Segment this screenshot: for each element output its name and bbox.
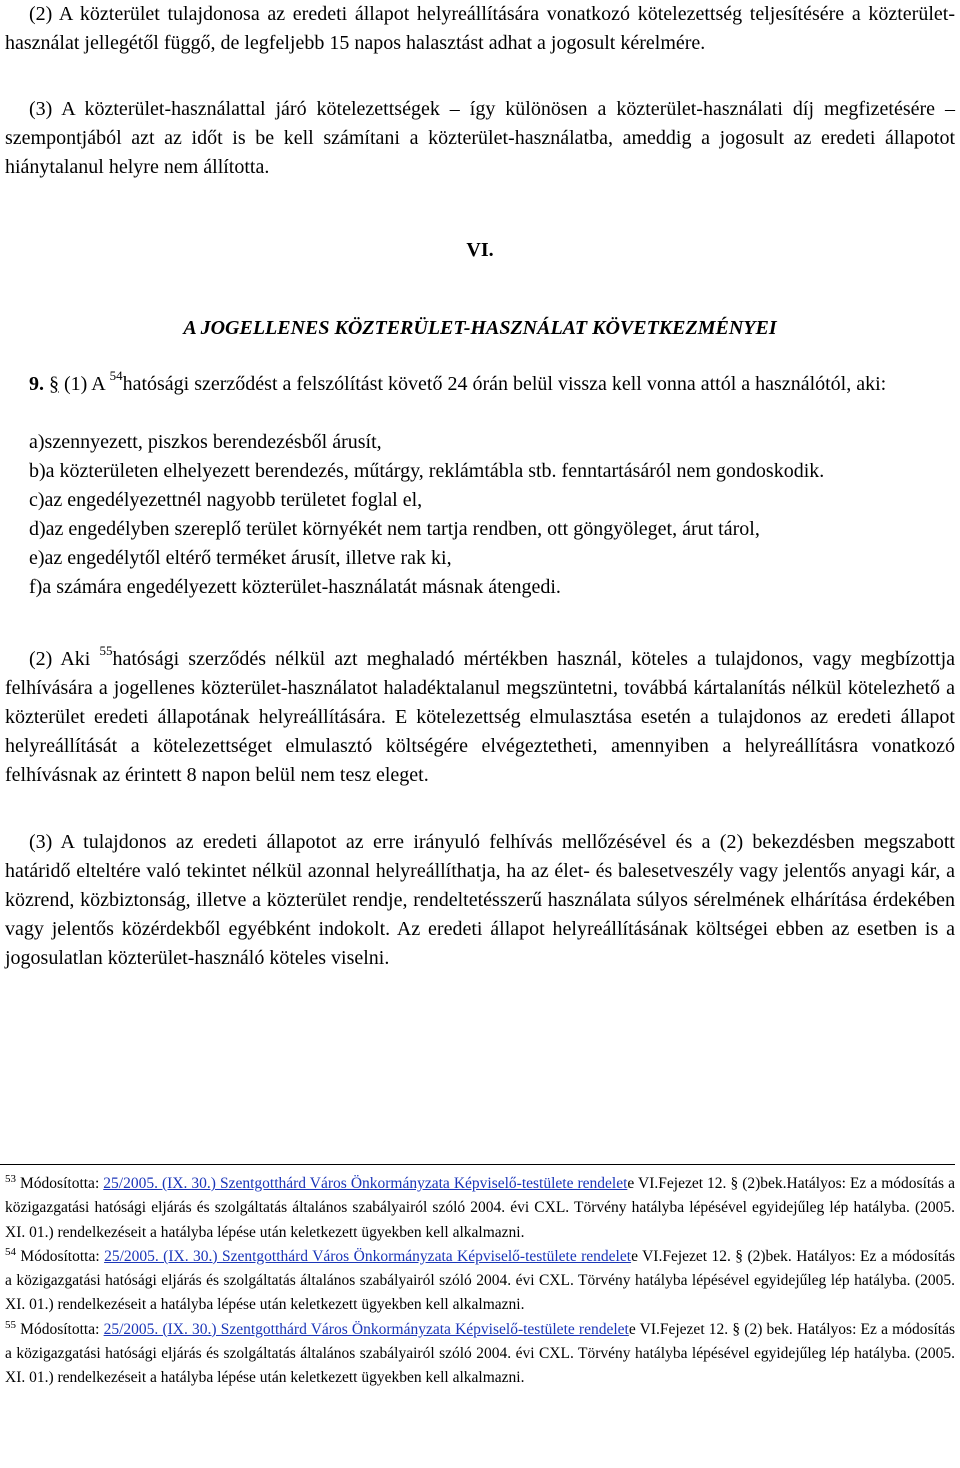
section-9-paragraph-3: (3) A tulajdonos az eredeti állapotot az erre irányuló felhívás mellőzésével és a (2) bekezdésben megszabott határidő elteltére való tekintet nélkül azonnal helyreállíthatja, ha az élet- és balesetveszély vagy jelentős anyagi kár, a közrend, közbiztonság, illetve a közterület rendje, rendeltetésszerű használata súlyos sérelmének elhárítása érdekében vagy jelentős közérdekből egyébként indokolt. Az eredeti állapot helyreállításának költségei ebben az esetben is a jogosulatlan közterület-használó köteles viselni. bbox=[5, 831, 955, 969]
footnote-54 bbox=[5, 1245, 955, 1318]
footnote-ref-54[interactable]: 54 bbox=[109, 368, 123, 383]
list-item: b)a közterületen elhelyezett berendezés, műtárgy, reklámtábla stb. fenntartásáról nem gondoskodik. bbox=[29, 460, 825, 482]
list-item: f)a számára engedélyezett közterület-használatát másnak átengedi. bbox=[29, 576, 561, 598]
footnote-link[interactable]: 25/2005. (IX. 30.) Szentgotthárd Város Önkormányzata Képviselő-testülete rendelet bbox=[103, 1320, 629, 1338]
paragraph-2-lead: (2) Aki bbox=[29, 648, 91, 670]
section-9-paragraph-2 bbox=[5, 645, 955, 790]
section-9-paragraph-1 bbox=[5, 370, 955, 399]
chapter-number: VI. bbox=[466, 239, 494, 261]
section-sign: § bbox=[49, 373, 59, 395]
footnote-53 bbox=[5, 1172, 955, 1245]
footnote-link[interactable]: 25/2005. (IX. 30.) Szentgotthárd Város Önkormányzata Képviselő-testülete rendelet bbox=[104, 1247, 632, 1265]
footnote-text: e VI.Fejezet 12. § (2) bek. Hatályos: Ez a módosítás a közigazgatási hatósági eljárás és szolgáltatás általános szabályairól szóló 2004. évi CXL. Törvény hatályba lépésével egyidejűleg lép hatályba. (2005. XI. 01.) rendelkezéseit a hatályba lépése után keletkezett ügyekben kell alkalmazni. bbox=[5, 1320, 956, 1387]
footnote-number: 54 bbox=[5, 1245, 16, 1258]
footnote-55 bbox=[5, 1318, 955, 1391]
footnote-link[interactable]: 25/2005. (IX. 30.) Szentgotthárd Város Önkormányzata Képviselő-testülete rendelet bbox=[103, 1175, 628, 1192]
list-item: e)az engedélytől eltérő terméket árusít, illetve rak ki, bbox=[29, 547, 452, 569]
paragraph-2-text: hatósági szerződés nélkül azt meghaladó mértékben használ, köteles a tulajdonos, vagy megbízottja felhívására a jogellenes közterület-használatot haladéktalanul megszüntetni, továbbá kártalanítás nélkül kötelezhető a közterület eredeti állapotának helyreállítására. E kötelezettség elmulasztása esetén a tulajdonos az eredeti állapot helyreállítását a kötelezettséget elmulasztó költségére elvégeztetheti, amennyiben a helyreállításra vonatkozó felhívásnak az érintett 8 napon belül nem tesz eleget. bbox=[5, 648, 955, 786]
footnote-ref-55[interactable]: 55 bbox=[99, 643, 113, 658]
footnote-text: e VI.Fejezet 12. § (2)bek. Hatályos: Ez a módosítás a közigazgatási hatósági eljárás és szolgáltatás általános szabályairól szóló 2004. évi CXL. Törvény hatályba lépésével egyidejűleg lép hatályba. (2005. XI. 01.) rendelkezéseit a hatályba lépése után keletkezett ügyekben kell alkalmazni. bbox=[5, 1247, 955, 1314]
footnote-separator bbox=[0, 1164, 955, 1165]
paragraph-1-text: hatósági szerződést a felszólítást követő 24 órán belül vissza kell vonna attól a használótól, aki: bbox=[122, 373, 887, 395]
list-item: a)szennyezett, piszkos berendezésből árusít, bbox=[29, 431, 382, 453]
footnote-prefix: Módosította: bbox=[16, 1320, 104, 1338]
section-number: 9. bbox=[29, 373, 44, 395]
list-item: c)az engedélyezettnél nagyobb területet foglal el, bbox=[29, 489, 423, 511]
item-list bbox=[5, 428, 955, 602]
paragraph-1-lead: (1) A bbox=[64, 373, 105, 395]
footnotes bbox=[5, 1172, 955, 1391]
footnote-text: e VI.Fejezet 12. § (2)bek.Hatályos: Ez a módosítás a közigazgatási hatósági eljárás és szolgáltatás általános szabályairól szóló 2004. évi CXL. Törvény hatályba lépésével egyidejűleg lép hatályba. (2005. XI. 01.) rendelkezéseit a hatályba lépése után keletkezett ügyekben kell alkalmazni. bbox=[5, 1175, 955, 1241]
list-item: d)az engedélyben szereplő terület környékét nem tartja rendben, ott göngyöleget, árut tárol, bbox=[29, 518, 760, 540]
footnote-prefix: Módosította: bbox=[16, 1247, 105, 1265]
chapter-title: A JOGELLENES KÖZTERÜLET-HASZNÁLAT KÖVETKEZMÉNYEI bbox=[183, 317, 777, 339]
paragraph-3-top: (3) A közterület-használattal járó kötelezettségek – így különösen a közterület-használati díj megfizetésére – szempontjából azt az időt is be kell számítani a közterület-használatba, ameddig a jogosult az eredeti állapotot hiánytalanul helyre nem állította. bbox=[5, 98, 955, 178]
footnote-prefix: Módosította: bbox=[16, 1175, 104, 1192]
footnote-number: 55 bbox=[5, 1318, 16, 1331]
paragraph-2-top: (2) A közterület tulajdonosa az eredeti állapot helyreállítására vonatkozó kötelezettség teljesítésére a közterület-használat jellegétől függő, de legfeljebb 15 napos halasztást adhat a jogosult kérelmére. bbox=[5, 3, 955, 54]
footnote-number: 53 bbox=[5, 1173, 16, 1185]
